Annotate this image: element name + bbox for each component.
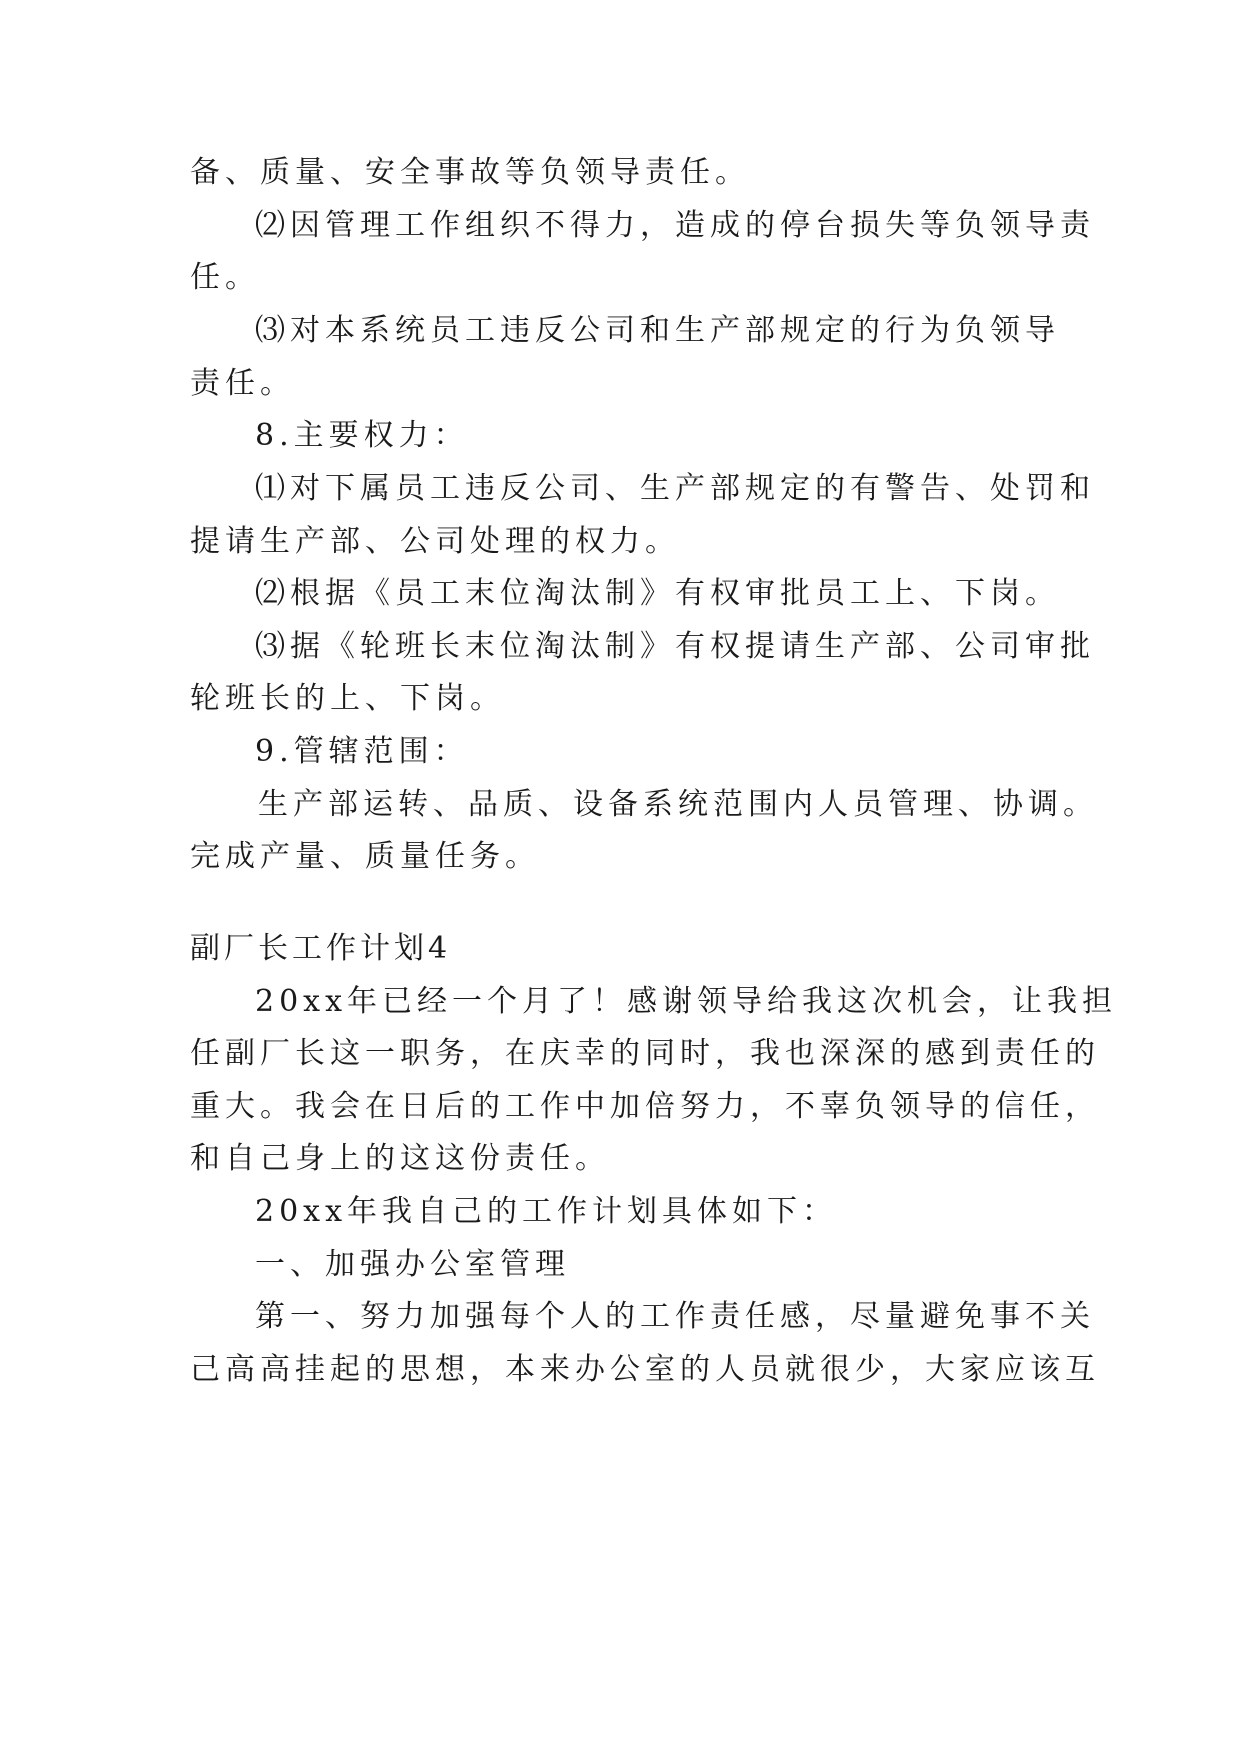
section-heading: 9.管辖范围： [255,734,469,769]
paragraph-line: 备、质量、安全事故等负领导责任。 [190,155,750,190]
paragraph-line: 任。 [190,260,260,295]
paragraph-line: 20xx年我自己的工作计划具体如下： [255,1194,838,1229]
paragraph-line: 完成产量、质量任务。 [190,839,540,874]
paragraph-line: 20xx年已经一个月了！感谢领导给我这次机会，让我担 [255,984,1118,1019]
paragraph-line: 己高高挂起的思想，本来办公室的人员就很少，大家应该互 [190,1352,1100,1387]
paragraph-line: ⑶据《轮班长末位淘汰制》有权提请生产部、公司审批 [255,629,1095,664]
paragraph-line: 重大。我会在日后的工作中加倍努力，不辜负领导的信任， [190,1089,1100,1124]
paragraph-line: 任副厂长这一职务，在庆幸的同时，我也深深的感到责任的 [190,1036,1100,1071]
paragraph-line: ⑵因管理工作组织不得力，造成的停台损失等负领导责 [255,208,1095,243]
paragraph-line: 和自己身上的这这份责任。 [190,1141,610,1176]
paragraph-line: 生产部运转、品质、设备系统范围内人员管理、协调。 [258,787,1098,822]
paragraph-line: 责任。 [190,366,295,401]
section-heading: 8.主要权力： [255,418,469,453]
paragraph-line: ⑵根据《员工末位淘汰制》有权审批员工上、下岗。 [255,576,1060,611]
paragraph-line: ⑴对下属员工违反公司、生产部规定的有警告、处罚和 [255,471,1095,506]
paragraph-line: 轮班长的上、下岗。 [190,681,505,716]
document-title: 副厂长工作计划4 [190,931,452,966]
paragraph-line: 第一、努力加强每个人的工作责任感，尽量避免事不关 [255,1299,1095,1334]
paragraph-line: ⑶对本系统员工违反公司和生产部规定的行为负领导 [255,313,1060,348]
section-heading: 一、加强办公室管理 [255,1247,570,1282]
paragraph-line: 提请生产部、公司处理的权力。 [190,524,680,559]
